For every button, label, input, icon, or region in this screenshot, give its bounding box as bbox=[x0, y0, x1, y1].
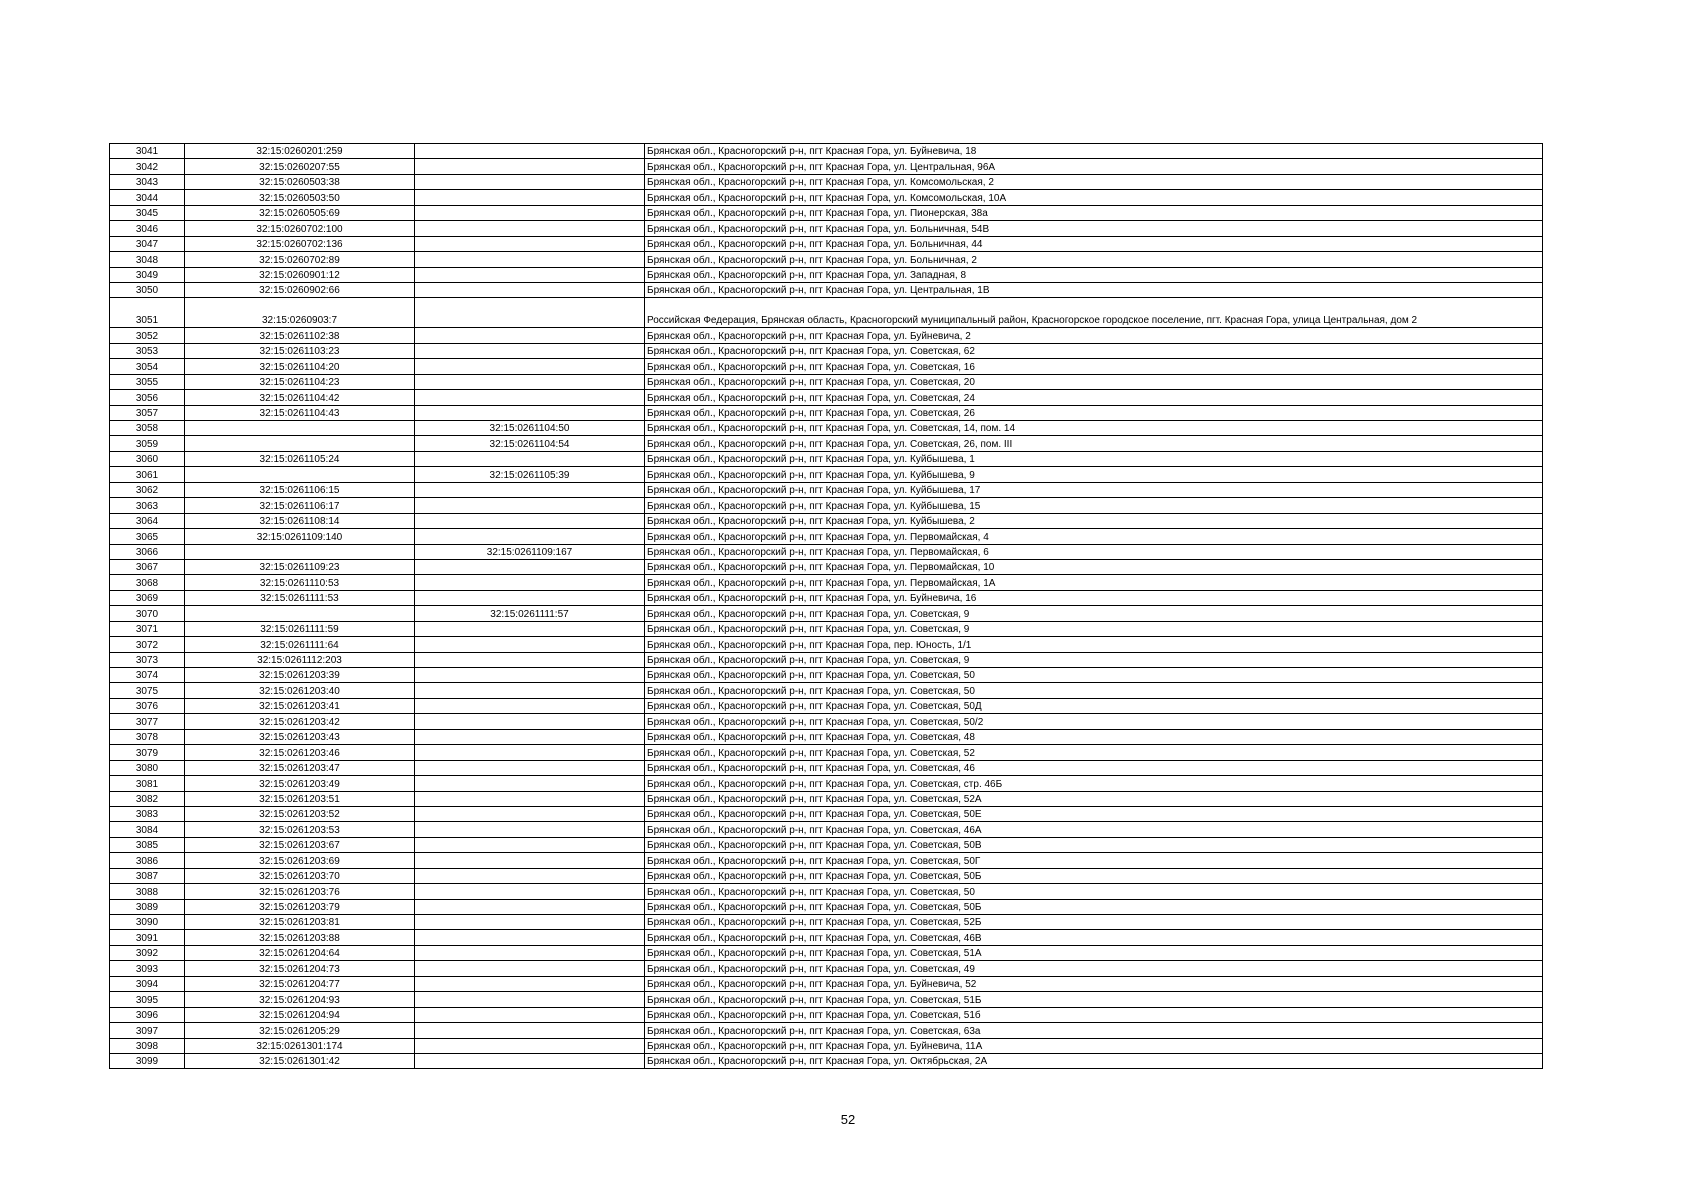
row-number: 3068 bbox=[110, 575, 185, 590]
cadastral-number-alt: 32:15:0261111:57 bbox=[415, 606, 645, 621]
cadastral-number: 32:15:0260903:7 bbox=[185, 298, 415, 328]
row-number: 3081 bbox=[110, 776, 185, 791]
cadastral-number bbox=[185, 544, 415, 559]
cadastral-number: 32:15:0260702:89 bbox=[185, 252, 415, 267]
cadastral-number-alt bbox=[415, 806, 645, 821]
cadastral-number-alt bbox=[415, 698, 645, 713]
cadastral-number: 32:15:0261204:73 bbox=[185, 961, 415, 976]
address-cell: Брянская обл., Красногорский р-н, пгт Красная Гора, ул. Буйневича, 16 bbox=[645, 590, 1543, 605]
row-number: 3047 bbox=[110, 236, 185, 251]
row-number: 3078 bbox=[110, 729, 185, 744]
address-cell: Брянская обл., Красногорский р-н, пгт Красная Гора, ул. Советская, 50 bbox=[645, 884, 1543, 899]
row-number: 3054 bbox=[110, 359, 185, 374]
cadastral-number-alt bbox=[415, 930, 645, 945]
address-cell: Брянская обл., Красногорский р-н, пгт Красная Гора, ул. Советская, 16 bbox=[645, 359, 1543, 374]
table-row bbox=[110, 529, 1543, 544]
row-number: 3094 bbox=[110, 976, 185, 991]
table-row bbox=[110, 190, 1543, 205]
cadastral-number-alt bbox=[415, 374, 645, 389]
row-number: 3077 bbox=[110, 714, 185, 729]
cadastral-number-alt bbox=[415, 513, 645, 528]
cadastral-number: 32:15:0260503:38 bbox=[185, 174, 415, 189]
cadastral-number: 32:15:0261204:64 bbox=[185, 945, 415, 960]
row-number: 3090 bbox=[110, 915, 185, 930]
address-cell: Брянская обл., Красногорский р-н, пгт Красная Гора, ул. Советская, 49 bbox=[645, 961, 1543, 976]
cadastral-number: 32:15:0260505:69 bbox=[185, 205, 415, 220]
cadastral-number-alt bbox=[415, 221, 645, 236]
table-row bbox=[110, 884, 1543, 899]
cadastral-number: 32:15:0261103:23 bbox=[185, 343, 415, 358]
address-cell: Брянская обл., Красногорский р-н, пгт Красная Гора, ул. Советская, 50 bbox=[645, 668, 1543, 683]
cadastral-number: 32:15:0261203:69 bbox=[185, 853, 415, 868]
address-cell: Брянская обл., Красногорский р-н, пгт Красная Гора, ул. Советская, 51Б bbox=[645, 992, 1543, 1007]
address-cell: Брянская обл., Красногорский р-н, пгт Красная Гора, ул. Буйневича, 11А bbox=[645, 1038, 1543, 1053]
row-number: 3049 bbox=[110, 267, 185, 282]
address-cell: Брянская обл., Красногорский р-н, пгт Красная Гора, ул. Буйневича, 52 bbox=[645, 976, 1543, 991]
cadastral-number: 32:15:0261203:51 bbox=[185, 791, 415, 806]
cadastral-number-alt bbox=[415, 884, 645, 899]
cadastral-number-alt bbox=[415, 205, 645, 220]
row-number: 3075 bbox=[110, 683, 185, 698]
row-number: 3082 bbox=[110, 791, 185, 806]
cadastral-number-alt bbox=[415, 853, 645, 868]
cadastral-number: 32:15:0261108:14 bbox=[185, 513, 415, 528]
row-number: 3061 bbox=[110, 467, 185, 482]
cadastral-number: 32:15:0260503:50 bbox=[185, 190, 415, 205]
cadastral-number-alt bbox=[415, 791, 645, 806]
cadastral-number-alt bbox=[415, 328, 645, 343]
table-row bbox=[110, 343, 1543, 358]
address-cell: Брянская обл., Красногорский р-н, пгт Красная Гора, ул. Больничная, 54В bbox=[645, 221, 1543, 236]
address-cell: Брянская обл., Красногорский р-н, пгт Красная Гора, ул. Первомайская, 6 bbox=[645, 544, 1543, 559]
address-cell: Брянская обл., Красногорский р-н, пгт Красная Гора, ул. Советская, 51б bbox=[645, 1007, 1543, 1022]
table-row bbox=[110, 513, 1543, 528]
cadastral-number: 32:15:0261102:38 bbox=[185, 328, 415, 343]
table-row bbox=[110, 668, 1543, 683]
cadastral-number-alt bbox=[415, 637, 645, 652]
cadastral-number: 32:15:0261301:174 bbox=[185, 1038, 415, 1053]
table-row bbox=[110, 714, 1543, 729]
table-body bbox=[110, 144, 1543, 1069]
cadastral-number-alt bbox=[415, 776, 645, 791]
cadastral-number-alt bbox=[415, 559, 645, 574]
address-cell: Брянская обл., Красногорский р-н, пгт Красная Гора, ул. Буйневича, 2 bbox=[645, 328, 1543, 343]
table-row bbox=[110, 144, 1543, 159]
table-row bbox=[110, 282, 1543, 297]
cadastral-number-alt bbox=[415, 760, 645, 775]
cadastral-number-alt bbox=[415, 282, 645, 297]
row-number: 3073 bbox=[110, 652, 185, 667]
table-row bbox=[110, 822, 1543, 837]
table-row bbox=[110, 683, 1543, 698]
cadastral-number: 32:15:0261203:52 bbox=[185, 806, 415, 821]
cadastral-number-alt bbox=[415, 668, 645, 683]
cadastral-number: 32:15:0261104:23 bbox=[185, 374, 415, 389]
cadastral-table bbox=[109, 143, 1543, 1069]
row-number: 3093 bbox=[110, 961, 185, 976]
row-number: 3045 bbox=[110, 205, 185, 220]
cadastral-number: 32:15:0261203:88 bbox=[185, 930, 415, 945]
address-cell: Брянская обл., Красногорский р-н, пгт Красная Гора, ул. Пионерская, 38а bbox=[645, 205, 1543, 220]
address-cell: Брянская обл., Красногорский р-н, пгт Красная Гора, ул. Куйбышева, 1 bbox=[645, 451, 1543, 466]
table-row bbox=[110, 853, 1543, 868]
table-row bbox=[110, 652, 1543, 667]
address-cell: Брянская обл., Красногорский р-н, пгт Красная Гора, ул. Советская, 26 bbox=[645, 405, 1543, 420]
cadastral-number: 32:15:0261205:29 bbox=[185, 1023, 415, 1038]
cadastral-number: 32:15:0261204:94 bbox=[185, 1007, 415, 1022]
address-cell: Брянская обл., Красногорский р-н, пгт Красная Гора, ул. Советская, 50В bbox=[645, 837, 1543, 852]
table-row bbox=[110, 252, 1543, 267]
table-row bbox=[110, 992, 1543, 1007]
address-cell: Брянская обл., Красногорский р-н, пгт Красная Гора, ул. Куйбышева, 17 bbox=[645, 482, 1543, 497]
cadastral-number-alt bbox=[415, 915, 645, 930]
table-row bbox=[110, 760, 1543, 775]
cadastral-number-alt bbox=[415, 390, 645, 405]
cadastral-number: 32:15:0260902:66 bbox=[185, 282, 415, 297]
cadastral-number-alt bbox=[415, 945, 645, 960]
row-number: 3062 bbox=[110, 482, 185, 497]
address-cell: Брянская обл., Красногорский р-н, пгт Красная Гора, ул. Советская, 50Е bbox=[645, 806, 1543, 821]
address-cell: Брянская обл., Красногорский р-н, пгт Красная Гора, ул. Советская, 48 bbox=[645, 729, 1543, 744]
address-cell: Брянская обл., Красногорский р-н, пгт Красная Гора, ул. Куйбышева, 2 bbox=[645, 513, 1543, 528]
address-cell: Брянская обл., Красногорский р-н, пгт Красная Гора, ул. Первомайская, 4 bbox=[645, 529, 1543, 544]
row-number: 3041 bbox=[110, 144, 185, 159]
row-number: 3098 bbox=[110, 1038, 185, 1053]
cadastral-number: 32:15:0261203:70 bbox=[185, 868, 415, 883]
cadastral-number-alt bbox=[415, 590, 645, 605]
table-row bbox=[110, 390, 1543, 405]
table-row bbox=[110, 621, 1543, 636]
row-number: 3052 bbox=[110, 328, 185, 343]
row-number: 3097 bbox=[110, 1023, 185, 1038]
table-row bbox=[110, 451, 1543, 466]
address-cell: Брянская обл., Красногорский р-н, пгт Красная Гора, ул. Советская, 50Б bbox=[645, 899, 1543, 914]
cadastral-number-alt: 32:15:0261109:167 bbox=[415, 544, 645, 559]
address-cell: Брянская обл., Красногорский р-н, пгт Красная Гора, ул. Советская, 51А bbox=[645, 945, 1543, 960]
table-row bbox=[110, 837, 1543, 852]
row-number: 3072 bbox=[110, 637, 185, 652]
row-number: 3042 bbox=[110, 159, 185, 174]
table-row bbox=[110, 374, 1543, 389]
address-cell: Брянская обл., Красногорский р-н, пгт Красная Гора, ул. Советская, 63а bbox=[645, 1023, 1543, 1038]
row-number: 3087 bbox=[110, 868, 185, 883]
row-number: 3063 bbox=[110, 498, 185, 513]
address-cell: Брянская обл., Красногорский р-н, пгт Красная Гора, ул. Советская, 50/2 bbox=[645, 714, 1543, 729]
cadastral-number: 32:15:0261204:77 bbox=[185, 976, 415, 991]
cadastral-number: 32:15:0261111:64 bbox=[185, 637, 415, 652]
address-cell: Брянская обл., Красногорский р-н, пгт Красная Гора, ул. Советская, 52Б bbox=[645, 915, 1543, 930]
row-number: 3080 bbox=[110, 760, 185, 775]
address-cell: Брянская обл., Красногорский р-н, пгт Красная Гора, ул. Куйбышева, 9 bbox=[645, 467, 1543, 482]
cadastral-number-alt bbox=[415, 405, 645, 420]
cadastral-number: 32:15:0261203:49 bbox=[185, 776, 415, 791]
cadastral-number-alt bbox=[415, 868, 645, 883]
cadastral-number-alt bbox=[415, 144, 645, 159]
cadastral-number: 32:15:0261203:76 bbox=[185, 884, 415, 899]
table-row bbox=[110, 482, 1543, 497]
address-cell: Брянская обл., Красногорский р-н, пгт Красная Гора, ул. Советская, 26, пом. III bbox=[645, 436, 1543, 451]
table-row bbox=[110, 174, 1543, 189]
table-row bbox=[110, 221, 1543, 236]
address-cell: Брянская обл., Красногорский р-н, пгт Красная Гора, ул. Больничная, 2 bbox=[645, 252, 1543, 267]
address-cell: Брянская обл., Красногорский р-н, пгт Красная Гора, ул. Советская, 46 bbox=[645, 760, 1543, 775]
cadastral-number: 32:15:0261203:40 bbox=[185, 683, 415, 698]
table-row bbox=[110, 159, 1543, 174]
cadastral-number: 32:15:0261203:81 bbox=[185, 915, 415, 930]
table-row bbox=[110, 498, 1543, 513]
cadastral-number: 32:15:0260702:100 bbox=[185, 221, 415, 236]
cadastral-number: 32:15:0261104:43 bbox=[185, 405, 415, 420]
cadastral-number-alt bbox=[415, 652, 645, 667]
row-number: 3050 bbox=[110, 282, 185, 297]
address-cell: Брянская обл., Красногорский р-н, пгт Красная Гора, ул. Советская, 9 bbox=[645, 621, 1543, 636]
cadastral-number-alt bbox=[415, 837, 645, 852]
address-cell: Брянская обл., Красногорский р-н, пгт Красная Гора, ул. Советская, 9 bbox=[645, 652, 1543, 667]
address-cell: Брянская обл., Красногорский р-н, пгт Красная Гора, ул. Первомайская, 10 bbox=[645, 559, 1543, 574]
row-number: 3059 bbox=[110, 436, 185, 451]
table-row bbox=[110, 1023, 1543, 1038]
cadastral-number-alt bbox=[415, 451, 645, 466]
table-row bbox=[110, 868, 1543, 883]
row-number: 3088 bbox=[110, 884, 185, 899]
row-number: 3044 bbox=[110, 190, 185, 205]
cadastral-number: 32:15:0261203:41 bbox=[185, 698, 415, 713]
table-row bbox=[110, 698, 1543, 713]
cadastral-number-alt bbox=[415, 729, 645, 744]
table-row bbox=[110, 961, 1543, 976]
table-row bbox=[110, 298, 1543, 328]
address-cell: Брянская обл., Красногорский р-н, пгт Красная Гора, ул. Советская, 46А bbox=[645, 822, 1543, 837]
address-cell: Брянская обл., Красногорский р-н, пгт Красная Гора, ул. Первомайская, 1А bbox=[645, 575, 1543, 590]
cadastral-number: 32:15:0261203:47 bbox=[185, 760, 415, 775]
row-number: 3058 bbox=[110, 421, 185, 436]
table-row bbox=[110, 915, 1543, 930]
table-row bbox=[110, 467, 1543, 482]
address-cell: Брянская обл., Красногорский р-н, пгт Красная Гора, ул. Советская, 50 bbox=[645, 683, 1543, 698]
table-row bbox=[110, 637, 1543, 652]
row-number: 3071 bbox=[110, 621, 185, 636]
row-number: 3043 bbox=[110, 174, 185, 189]
table-row bbox=[110, 559, 1543, 574]
row-number: 3048 bbox=[110, 252, 185, 267]
cadastral-number-alt bbox=[415, 683, 645, 698]
row-number: 3053 bbox=[110, 343, 185, 358]
cadastral-number-alt bbox=[415, 621, 645, 636]
row-number: 3096 bbox=[110, 1007, 185, 1022]
cadastral-number-alt bbox=[415, 159, 645, 174]
cadastral-number: 32:15:0261106:15 bbox=[185, 482, 415, 497]
table-row bbox=[110, 745, 1543, 760]
cadastral-number bbox=[185, 467, 415, 482]
row-number: 3057 bbox=[110, 405, 185, 420]
row-number: 3076 bbox=[110, 698, 185, 713]
cadastral-number: 32:15:0261111:53 bbox=[185, 590, 415, 605]
table-row bbox=[110, 729, 1543, 744]
cadastral-number: 32:15:0261203:79 bbox=[185, 899, 415, 914]
cadastral-number: 32:15:0260201:259 bbox=[185, 144, 415, 159]
row-number: 3065 bbox=[110, 529, 185, 544]
cadastral-number-alt bbox=[415, 359, 645, 374]
table-row bbox=[110, 590, 1543, 605]
cadastral-number: 32:15:0261301:42 bbox=[185, 1053, 415, 1068]
table-row bbox=[110, 899, 1543, 914]
cadastral-number-alt bbox=[415, 745, 645, 760]
row-number: 3064 bbox=[110, 513, 185, 528]
cadastral-number: 32:15:0261112:203 bbox=[185, 652, 415, 667]
row-number: 3046 bbox=[110, 221, 185, 236]
address-cell: Брянская обл., Красногорский р-н, пгт Красная Гора, ул. Советская, 52А bbox=[645, 791, 1543, 806]
cadastral-number-alt: 32:15:0261105:39 bbox=[415, 467, 645, 482]
address-cell: Брянская обл., Красногорский р-н, пгт Красная Гора, ул. Буйневича, 18 bbox=[645, 144, 1543, 159]
cadastral-number-alt bbox=[415, 236, 645, 251]
cadastral-number: 32:15:0261109:23 bbox=[185, 559, 415, 574]
address-cell: Брянская обл., Красногорский р-н, пгт Красная Гора, ул. Октябрьская, 2А bbox=[645, 1053, 1543, 1068]
address-cell: Брянская обл., Красногорский р-н, пгт Красная Гора, ул. Больничная, 44 bbox=[645, 236, 1543, 251]
cadastral-number-alt bbox=[415, 343, 645, 358]
cadastral-number: 32:15:0261109:140 bbox=[185, 529, 415, 544]
row-number: 3084 bbox=[110, 822, 185, 837]
row-number: 3085 bbox=[110, 837, 185, 852]
table-row bbox=[110, 945, 1543, 960]
address-cell: Российская Федерация, Брянская область, Красногорский муниципальный район, Красногорское городское поселение, пгт. Красная Гора, улица Центральная, дом 2 bbox=[645, 298, 1543, 328]
row-number: 3074 bbox=[110, 668, 185, 683]
cadastral-number: 32:15:0260702:136 bbox=[185, 236, 415, 251]
table-row bbox=[110, 791, 1543, 806]
address-cell: Брянская обл., Красногорский р-н, пгт Красная Гора, ул. Куйбышева, 15 bbox=[645, 498, 1543, 513]
cadastral-number-alt bbox=[415, 529, 645, 544]
table-row bbox=[110, 236, 1543, 251]
address-cell: Брянская обл., Красногорский р-н, пгт Красная Гора, ул. Комсомольская, 10А bbox=[645, 190, 1543, 205]
address-cell: Брянская обл., Красногорский р-н, пгт Красная Гора, ул. Советская, стр. 46Б bbox=[645, 776, 1543, 791]
address-cell: Брянская обл., Красногорский р-н, пгт Красная Гора, ул. Западная, 8 bbox=[645, 267, 1543, 282]
cadastral-number-alt bbox=[415, 267, 645, 282]
cadastral-number-alt bbox=[415, 961, 645, 976]
table-row bbox=[110, 806, 1543, 821]
table-row bbox=[110, 930, 1543, 945]
cadastral-number: 32:15:0261203:46 bbox=[185, 745, 415, 760]
cadastral-number: 32:15:0261203:39 bbox=[185, 668, 415, 683]
table-row bbox=[110, 1007, 1543, 1022]
row-number: 3092 bbox=[110, 945, 185, 960]
cadastral-number-alt bbox=[415, 899, 645, 914]
cadastral-number: 32:15:0261203:67 bbox=[185, 837, 415, 852]
cadastral-number bbox=[185, 421, 415, 436]
cadastral-number-alt bbox=[415, 1038, 645, 1053]
table-row bbox=[110, 544, 1543, 559]
cadastral-number: 32:15:0261203:42 bbox=[185, 714, 415, 729]
cadastral-number: 32:15:0261204:93 bbox=[185, 992, 415, 1007]
address-cell: Брянская обл., Красногорский р-н, пгт Красная Гора, ул. Советская, 52 bbox=[645, 745, 1543, 760]
table-row bbox=[110, 1038, 1543, 1053]
address-cell: Брянская обл., Красногорский р-н, пгт Красная Гора, ул. Советская, 24 bbox=[645, 390, 1543, 405]
cadastral-number-alt bbox=[415, 174, 645, 189]
address-cell: Брянская обл., Красногорский р-н, пгт Красная Гора, ул. Советская, 50Б bbox=[645, 868, 1543, 883]
table-row bbox=[110, 359, 1543, 374]
table-row bbox=[110, 1053, 1543, 1068]
cadastral-number-alt bbox=[415, 1053, 645, 1068]
table-row bbox=[110, 436, 1543, 451]
table-row bbox=[110, 776, 1543, 791]
cadastral-number-alt bbox=[415, 822, 645, 837]
cadastral-number bbox=[185, 436, 415, 451]
cadastral-number: 32:15:0260207:55 bbox=[185, 159, 415, 174]
page-number: 52 bbox=[840, 1112, 856, 1127]
cadastral-number: 32:15:0261203:53 bbox=[185, 822, 415, 837]
address-cell: Брянская обл., Красногорский р-н, пгт Красная Гора, ул. Советская, 50Г bbox=[645, 853, 1543, 868]
cadastral-number-alt bbox=[415, 992, 645, 1007]
cadastral-number-alt bbox=[415, 482, 645, 497]
cadastral-number: 32:15:0260901:12 bbox=[185, 267, 415, 282]
cadastral-number: 32:15:0261104:42 bbox=[185, 390, 415, 405]
address-cell: Брянская обл., Красногорский р-н, пгт Красная Гора, пер. Юность, 1/1 bbox=[645, 637, 1543, 652]
cadastral-number: 32:15:0261110:53 bbox=[185, 575, 415, 590]
row-number: 3086 bbox=[110, 853, 185, 868]
cadastral-number-alt: 32:15:0261104:54 bbox=[415, 436, 645, 451]
table-row bbox=[110, 328, 1543, 343]
row-number: 3083 bbox=[110, 806, 185, 821]
address-cell: Брянская обл., Красногорский р-н, пгт Красная Гора, ул. Советская, 9 bbox=[645, 606, 1543, 621]
address-cell: Брянская обл., Красногорский р-н, пгт Красная Гора, ул. Советская, 46В bbox=[645, 930, 1543, 945]
cadastral-number: 32:15:0261106:17 bbox=[185, 498, 415, 513]
address-cell: Брянская обл., Красногорский р-н, пгт Красная Гора, ул. Центральная, 1В bbox=[645, 282, 1543, 297]
row-number: 3079 bbox=[110, 745, 185, 760]
cadastral-number-alt bbox=[415, 976, 645, 991]
cadastral-number-alt bbox=[415, 575, 645, 590]
cadastral-number: 32:15:0261203:43 bbox=[185, 729, 415, 744]
row-number: 3056 bbox=[110, 390, 185, 405]
cadastral-number: 32:15:0261105:24 bbox=[185, 451, 415, 466]
cadastral-number: 32:15:0261111:59 bbox=[185, 621, 415, 636]
table-row bbox=[110, 421, 1543, 436]
cadastral-number: 32:15:0261104:20 bbox=[185, 359, 415, 374]
table-row bbox=[110, 267, 1543, 282]
row-number: 3055 bbox=[110, 374, 185, 389]
cadastral-number-alt bbox=[415, 1007, 645, 1022]
cadastral-number bbox=[185, 606, 415, 621]
row-number: 3091 bbox=[110, 930, 185, 945]
table-row bbox=[110, 606, 1543, 621]
address-cell: Брянская обл., Красногорский р-н, пгт Красная Гора, ул. Советская, 50Д bbox=[645, 698, 1543, 713]
row-number: 3099 bbox=[110, 1053, 185, 1068]
table-row bbox=[110, 976, 1543, 991]
address-cell: Брянская обл., Красногорский р-н, пгт Красная Гора, ул. Советская, 62 bbox=[645, 343, 1543, 358]
cadastral-number-alt bbox=[415, 1023, 645, 1038]
cadastral-number-alt bbox=[415, 498, 645, 513]
row-number: 3067 bbox=[110, 559, 185, 574]
table-row bbox=[110, 205, 1543, 220]
row-number: 3069 bbox=[110, 590, 185, 605]
row-number: 3089 bbox=[110, 899, 185, 914]
cadastral-number-alt bbox=[415, 190, 645, 205]
address-cell: Брянская обл., Красногорский р-н, пгт Красная Гора, ул. Центральная, 96А bbox=[645, 159, 1543, 174]
address-cell: Брянская обл., Красногорский р-н, пгт Красная Гора, ул. Советская, 20 bbox=[645, 374, 1543, 389]
row-number: 3060 bbox=[110, 451, 185, 466]
cadastral-number-alt: 32:15:0261104:50 bbox=[415, 421, 645, 436]
row-number: 3095 bbox=[110, 992, 185, 1007]
cadastral-number-alt bbox=[415, 252, 645, 267]
address-cell: Брянская обл., Красногорский р-н, пгт Красная Гора, ул. Советская, 14, пом. 14 bbox=[645, 421, 1543, 436]
table-row bbox=[110, 575, 1543, 590]
row-number: 3051 bbox=[110, 298, 185, 328]
cadastral-number-alt bbox=[415, 714, 645, 729]
cadastral-number-alt bbox=[415, 298, 645, 328]
row-number: 3066 bbox=[110, 544, 185, 559]
table-row bbox=[110, 405, 1543, 420]
row-number: 3070 bbox=[110, 606, 185, 621]
address-cell: Брянская обл., Красногорский р-н, пгт Красная Гора, ул. Комсомольская, 2 bbox=[645, 174, 1543, 189]
